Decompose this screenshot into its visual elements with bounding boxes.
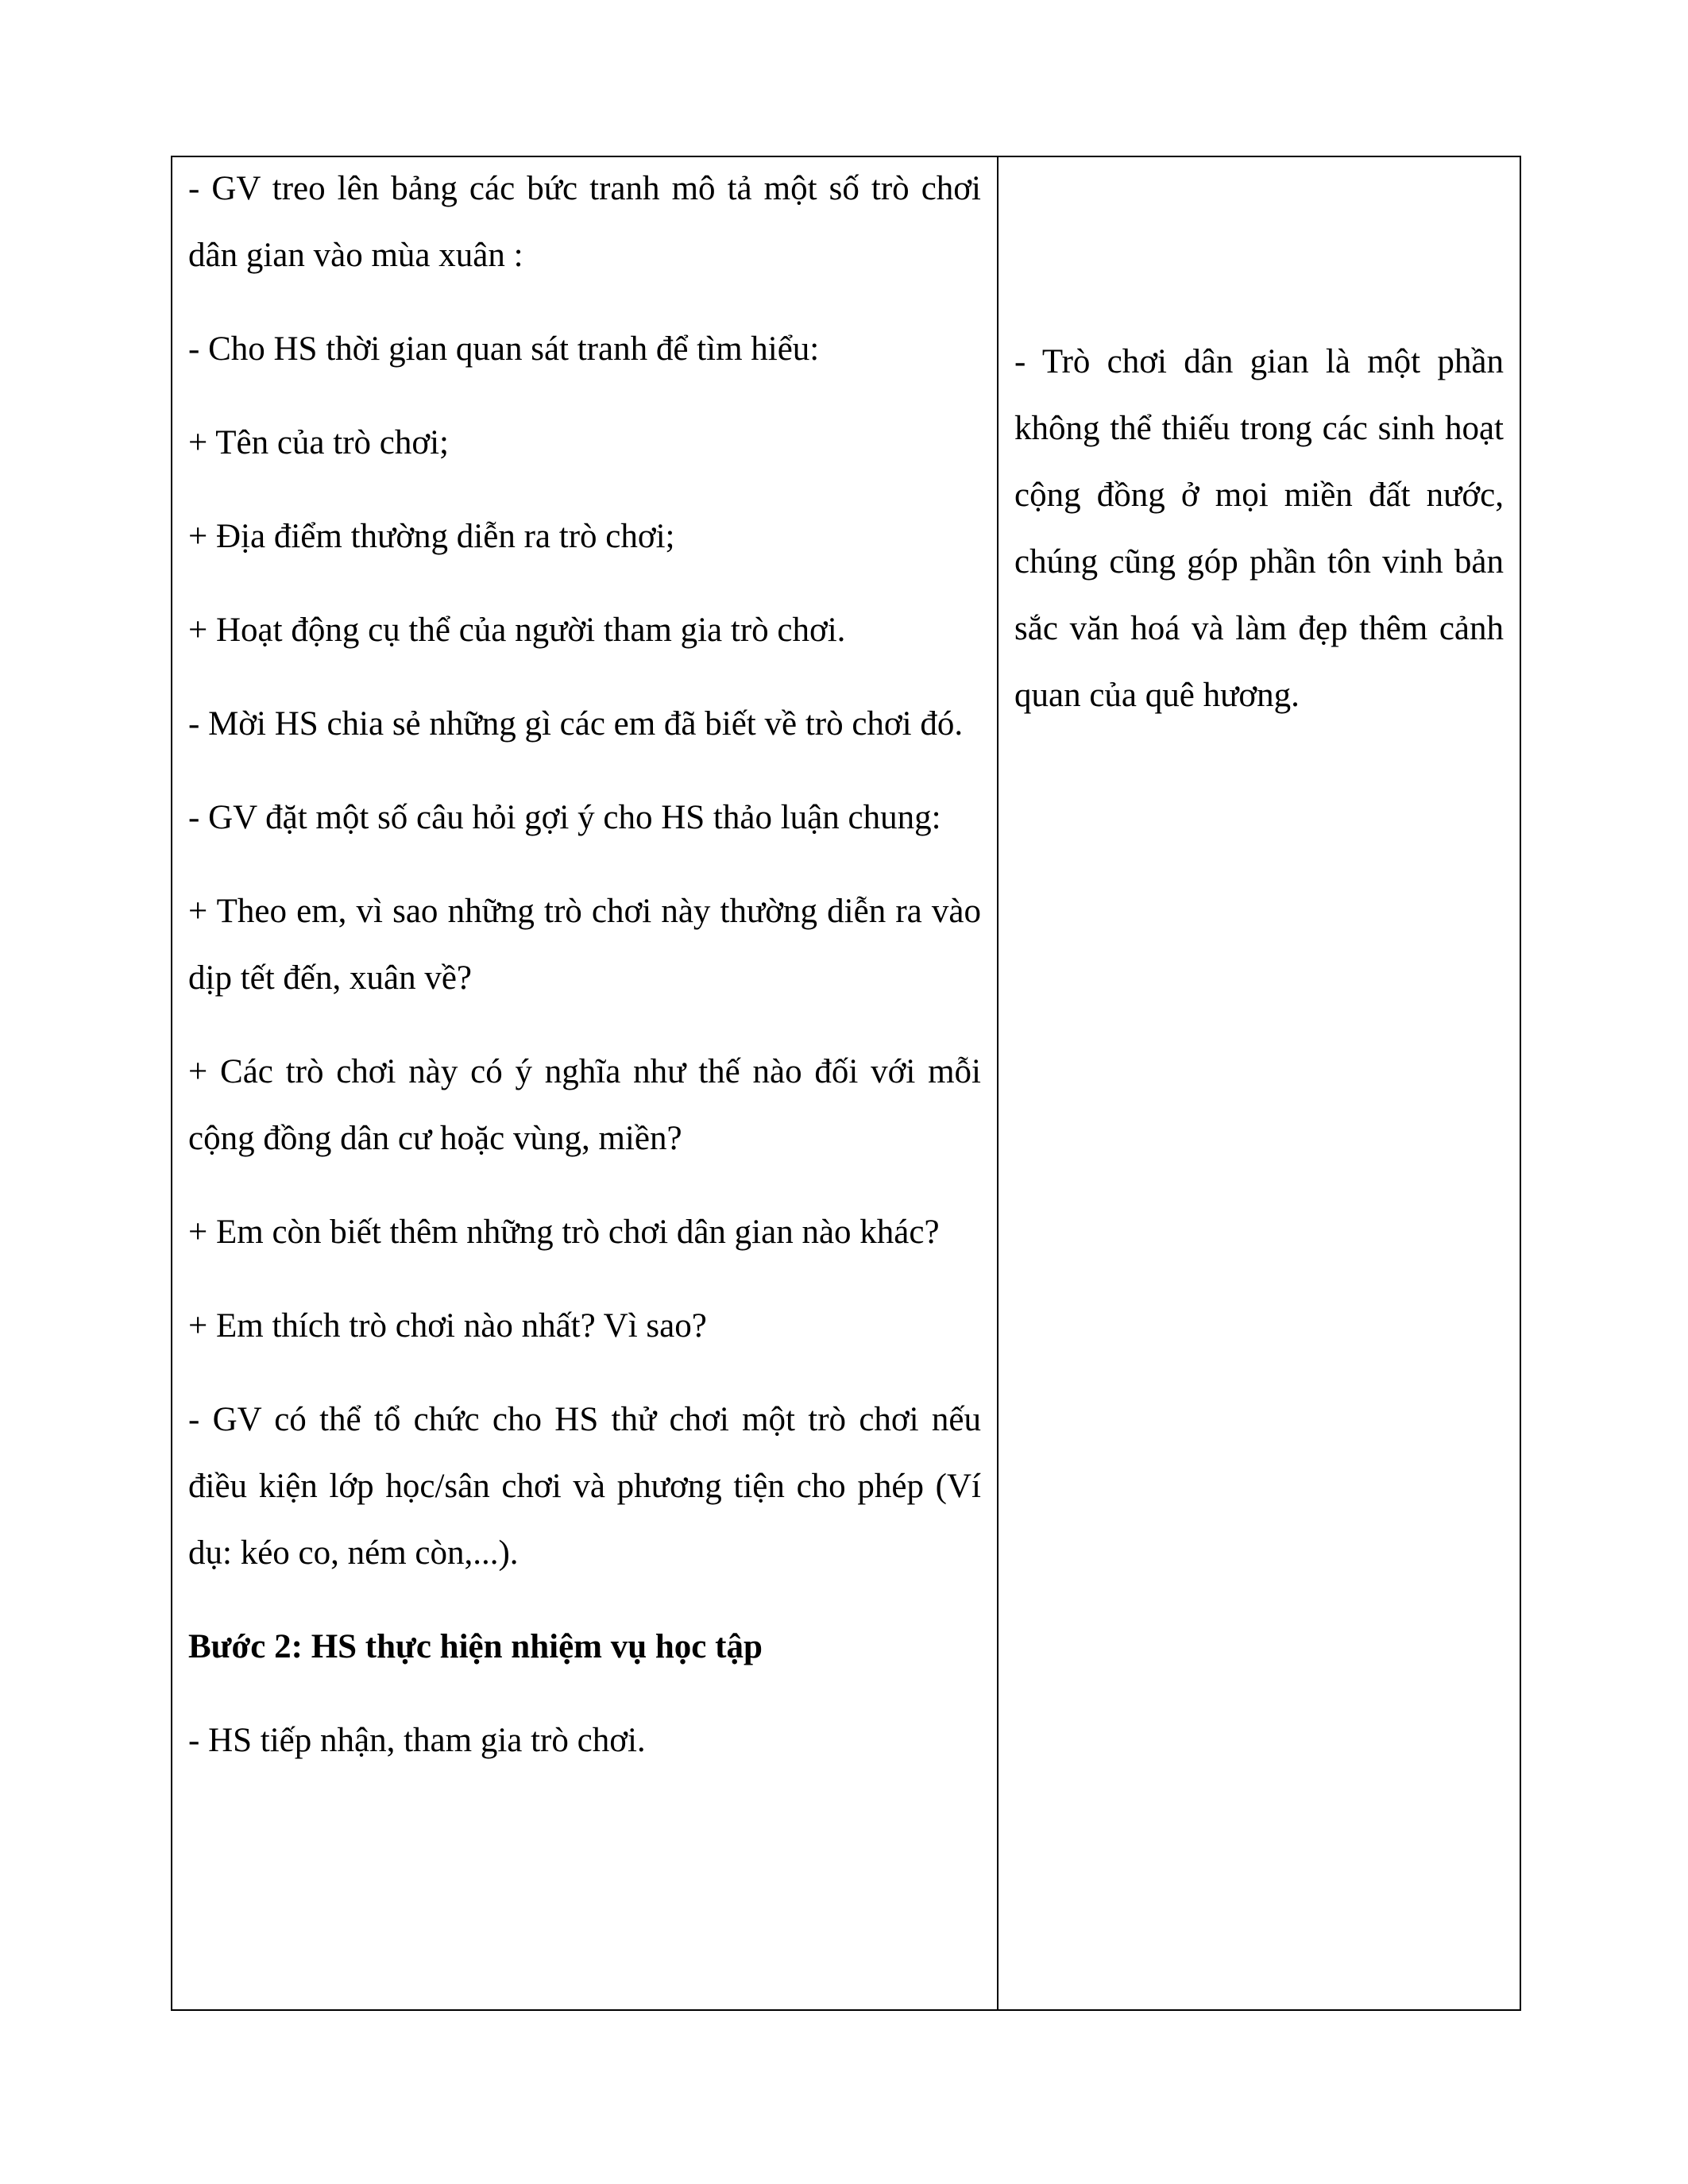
paragraph-question-3: + Em còn biết thêm những trò chơi dân gian nào khác?: [188, 1214, 940, 1251]
paragraph-chia-se: - Mời HS chia sẻ những gì các em đã biết về trò chơi đó.: [188, 705, 964, 743]
paragraph-question-1: + Theo em, vì sao những trò chơi này thường diễn ra vào dịp tết đến, xuân về?: [188, 893, 981, 997]
paragraph-hs-tiep-nhan: - HS tiếp nhận, tham gia trò chơi.: [188, 1722, 646, 1759]
paragraph-tro-choi-dan-gian: - Trò chơi dân gian là một phần không thể thiếu trong các sinh hoạt cộng đồng ở mọi miền đất nước, chúng cũng góp phần tôn vinh bản sắc văn hoá và làm đẹp thêm cảnh quan của quê hương.: [1014, 343, 1504, 714]
paragraph-dia-diem: + Địa điểm thường diễn ra trò chơi;: [188, 518, 675, 555]
teacher-activities-cell: [172, 157, 999, 2009]
step-2-heading: Bước 2: HS thực hiện nhiệm vụ học tập: [188, 1628, 763, 1665]
paragraph-ten-tro-choi: + Tên của trò chơi;: [188, 424, 449, 461]
paragraph-thu-choi: - GV có thể tổ chức cho HS thử chơi một trò chơi nếu điều kiện lớp học/sân chơi và phương tiện cho phép (Ví dụ: kéo co, ném còn,...).: [188, 1401, 981, 1572]
paragraph-question-2: + Các trò chơi này có ý nghĩa như thế nào đối với mỗi cộng đồng dân cư hoặc vùng, miền?: [188, 1053, 981, 1157]
expected-outcome-cell: [999, 157, 1520, 2009]
paragraph-cau-hoi-goi-y: - GV đặt một số câu hỏi gợi ý cho HS thảo luận chung:: [188, 799, 941, 836]
paragraph-quan-sat-tranh: - Cho HS thời gian quan sát tranh để tìm hiểu:: [188, 330, 820, 368]
paragraph-question-4: + Em thích trò chơi nào nhất? Vì sao?: [188, 1307, 707, 1345]
lesson-table: [171, 156, 1521, 2011]
paragraph-gv-treo-tranh: - GV treo lên bảng các bức tranh mô tả một số trò chơi dân gian vào mùa xuân :: [188, 170, 981, 274]
paragraph-hoat-dong: + Hoạt động cụ thể của người tham gia trò chơi.: [188, 612, 846, 649]
